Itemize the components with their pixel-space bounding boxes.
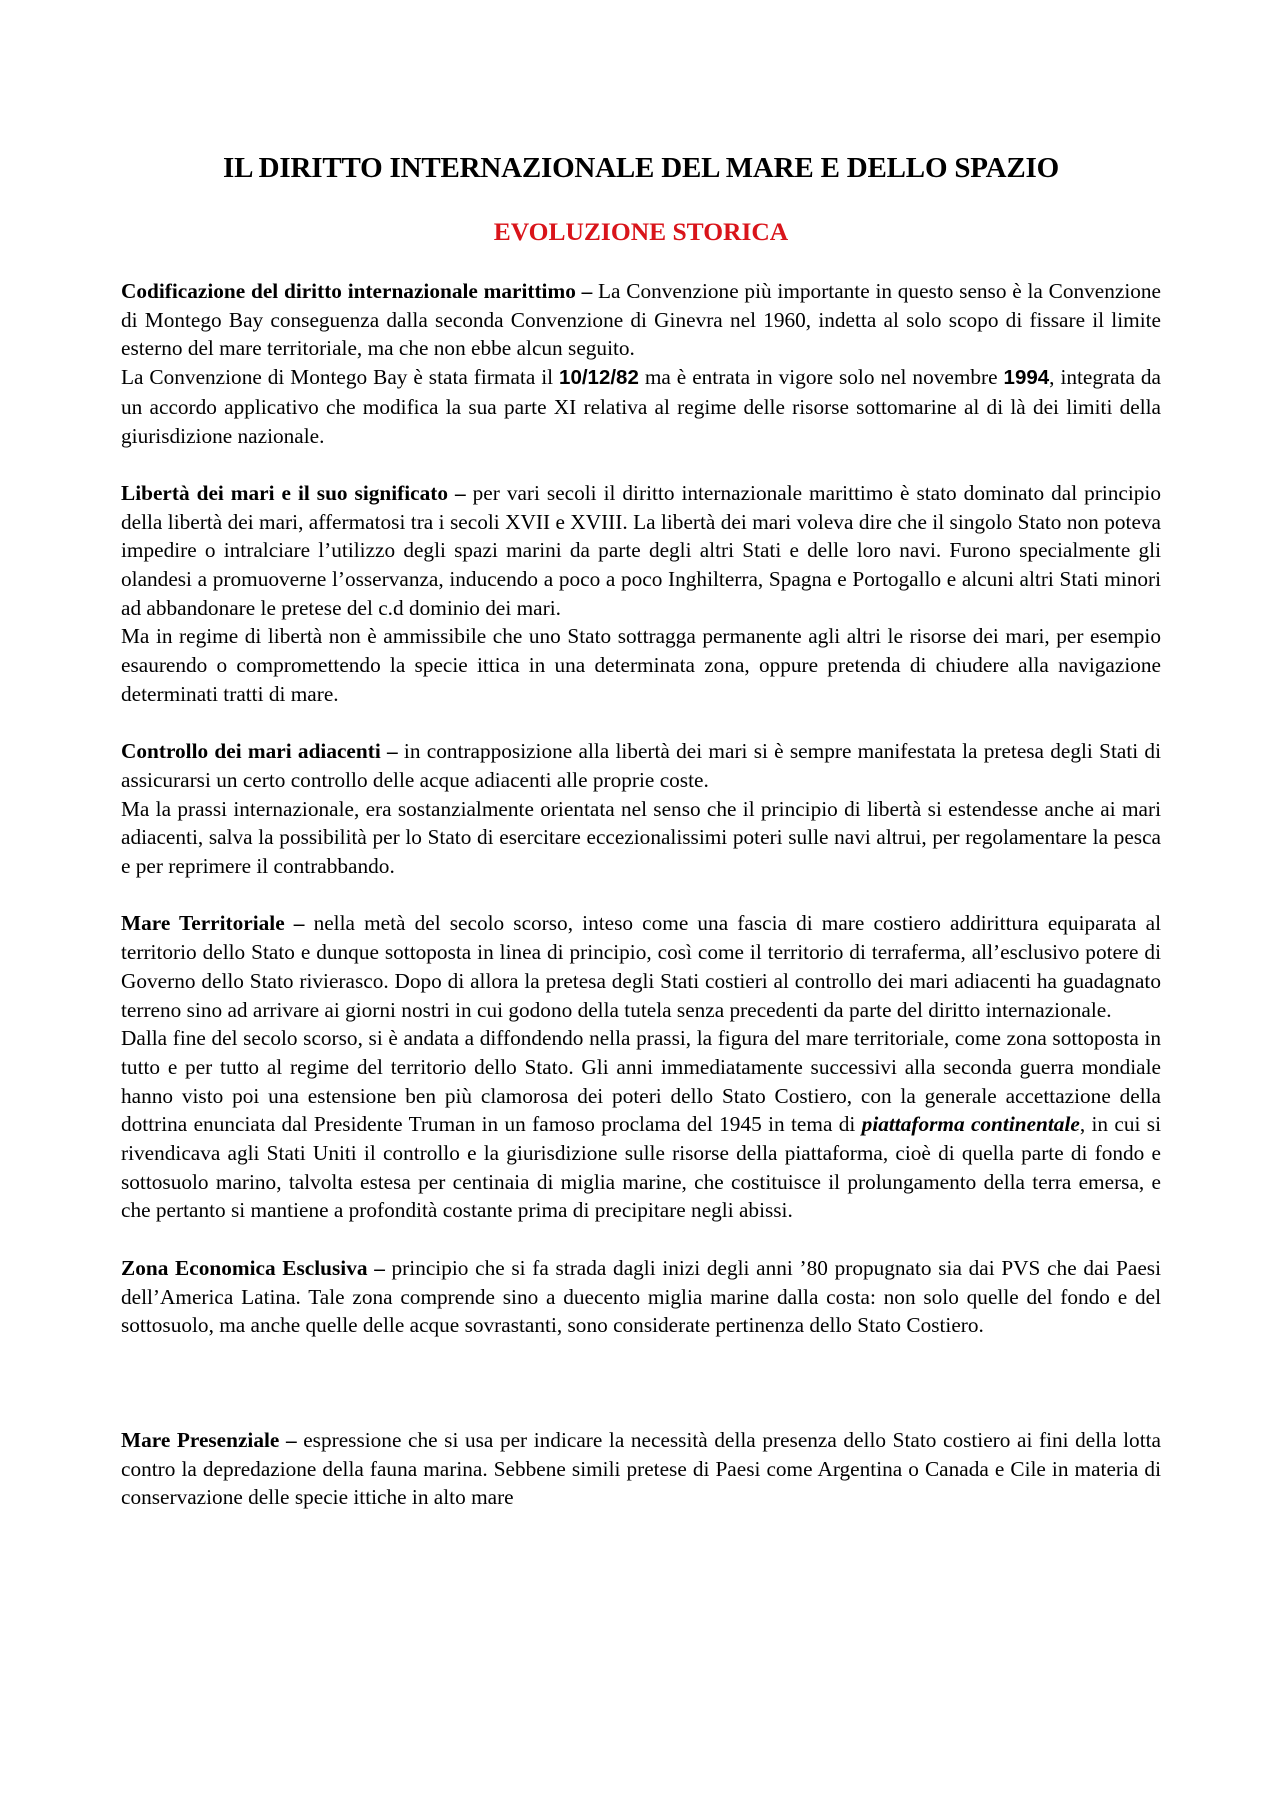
paragraph xyxy=(121,1254,1161,1340)
section-zona-economica-esclusiva xyxy=(121,1254,1161,1340)
paragraph xyxy=(121,909,1161,1024)
section-heading: Zona Economica Esclusiva – xyxy=(121,1255,385,1280)
paragraph-text: La Convenzione di Montego Bay è stata firmata il xyxy=(121,365,560,390)
paragraph-text: principio che si fa strada dagli inizi degli anni ’80 propugnato sia dai PVS che dai Paesi dell’America Latina. Tale zona comprende sino a duecento miglia marine dalla costa: non solo quelle del fondo e del sottosuolo, ma anche quelle delle acque sovrastanti, sono considerate pertinenza dello Stato Costiero. xyxy=(121,1255,1161,1338)
section-subtitle: EVOLUZIONE STORICA xyxy=(493,217,789,246)
section-heading: Mare Territoriale – xyxy=(121,911,305,936)
section-heading: Controllo dei mari adiacenti – xyxy=(121,739,398,764)
section-controllo xyxy=(121,737,1161,881)
section-mare-territoriale xyxy=(121,909,1161,1225)
paragraph xyxy=(121,1426,1161,1512)
paragraph-text: espressione che si usa per indicare la necessità della presenza dello Stato costiero ai fini della lotta contro la depredazione della fauna marina. Sebbene simili pretese di Paesi come Argentina o Canada e Cile in materia di conservazione delle specie ittiche in alto mare xyxy=(121,1427,1161,1510)
signing-date: 10/12/82 xyxy=(559,366,639,390)
paragraph xyxy=(121,1024,1161,1225)
paragraph-text: Dalla fine del secolo scorso, si è andata a diffondendo nella prassi, la figura del mare territoriale, come zona sottoposta in tutto e per tutto al regime del territorio dello Stato. Gli anni immediatamente successivi alla seconda guerra mondiale hanno visto poi una estensione ben più clamorosa dei poteri dello Stato Costiero, con la generale accettazione della dottrina enunciata dal Presidente Truman in un famoso proclama del 1945 in tema di xyxy=(121,1026,1161,1137)
section-liberta xyxy=(121,479,1161,709)
section-codificazione xyxy=(121,277,1161,450)
paragraph xyxy=(121,277,1161,363)
paragraph-text: La Convenzione più importante in questo senso è la Convenzione di Montego Bay conseguenza dalla seconda Convenzione di Ginevra nel 1960, indetta al solo scopo di fissare il limite esterno del mare territoriale, ma che non ebbe alcun seguito. xyxy=(121,279,1161,361)
paragraph-text: per vari secoli il diritto internazionale marittimo è stato dominato dal principio della libertà dei mari, affermatosi tra i secoli XVII e XVIII. La libertà dei mari voleva dire che il singolo Stato non poteva impedire o intralciare l’utilizzo degli spazi marini da parte degli altri Stati e delle loro navi. Furono specialmente gli olandesi a promuoverne l’osservanza, inducendo a poco a poco Inghilterra, Spagna e Portogallo e alcuni altri Stati minori ad abbandonare le pretese del c.d dominio dei mari. xyxy=(121,480,1161,620)
section-heading: Libertà dei mari e il suo significato – xyxy=(121,480,466,505)
paragraph xyxy=(121,363,1161,450)
section-heading: Codificazione del diritto internazionale marittimo – xyxy=(121,279,593,303)
paragraph xyxy=(121,737,1161,794)
section-mare-presenziale xyxy=(121,1426,1161,1512)
page-title: IL DIRITTO INTERNAZIONALE DEL MARE E DELLO SPAZIO xyxy=(223,152,1059,184)
paragraph-text: , integrata da un accordo applicativo che modifica la sua parte XI relativa al regime delle risorse sottomarine al di là dei limiti della giurisdizione nazionale. xyxy=(121,365,1161,448)
paragraph: Ma in regime di libertà non è ammissibile che uno Stato sottragga permanente agli altri le risorse dei mari, per esempio esaurendo o compromettendo la specie ittica in una determinata zona, oppure pretenda di chiudere alla navigazione determinati tratti di mare. xyxy=(121,624,1161,706)
document-body xyxy=(121,150,1161,1512)
paragraph-text: , in cui si rivendicava agli Stati Uniti il controllo e la giurisdizione sulle risorse della piattaforma, cioè di quella parte di fondo e sottosuolo marino, talvolta estesa per centinaia di miglia marine, che costituisce il prolungamento della terra emersa, e che pertanto si mantiene a profondità costante prima di precipitare negli abissi. xyxy=(121,1112,1161,1223)
section-heading: Mare Presenziale – xyxy=(121,1427,297,1452)
paragraph xyxy=(121,479,1161,623)
emphasized-term: piattaforma continentale xyxy=(861,1112,1080,1137)
paragraph-text: ma è entrata in vigore solo nel novembre xyxy=(638,365,1004,390)
paragraph: Ma la prassi internazionale, era sostanzialmente orientata nel senso che il principio di libertà si estendesse anche ai mari adiacenti, salva la possibilità per lo Stato di esercitare eccezionalissimi poteri sulle navi altrui, per regolamentare la pesca e per reprimere il contrabbando. xyxy=(121,796,1161,879)
paragraph-text: in contrapposizione alla libertà dei mari si è sempre manifestata la pretesa degli Stati di assicurarsi un certo controllo delle acque adiacenti alle proprie coste. xyxy=(121,739,1161,792)
entry-into-force-year: 1994 xyxy=(1003,366,1050,390)
paragraph-text: nella metà del secolo scorso, inteso come una fascia di mare costiero addirittura equiparata al territorio dello Stato e dunque sottoposta in linea di principio, così come il territorio di terraferma, all’esclusivo potere di Governo dello Stato rivierasco. Dopo di allora la pretesa degli Stati costieri al controllo dei mari adiacenti ha guadagnato terreno sino ad arrivare ai giorni nostri in cui godono della tutela senza precedenti da parte del diritto internazionale. xyxy=(121,911,1161,1022)
